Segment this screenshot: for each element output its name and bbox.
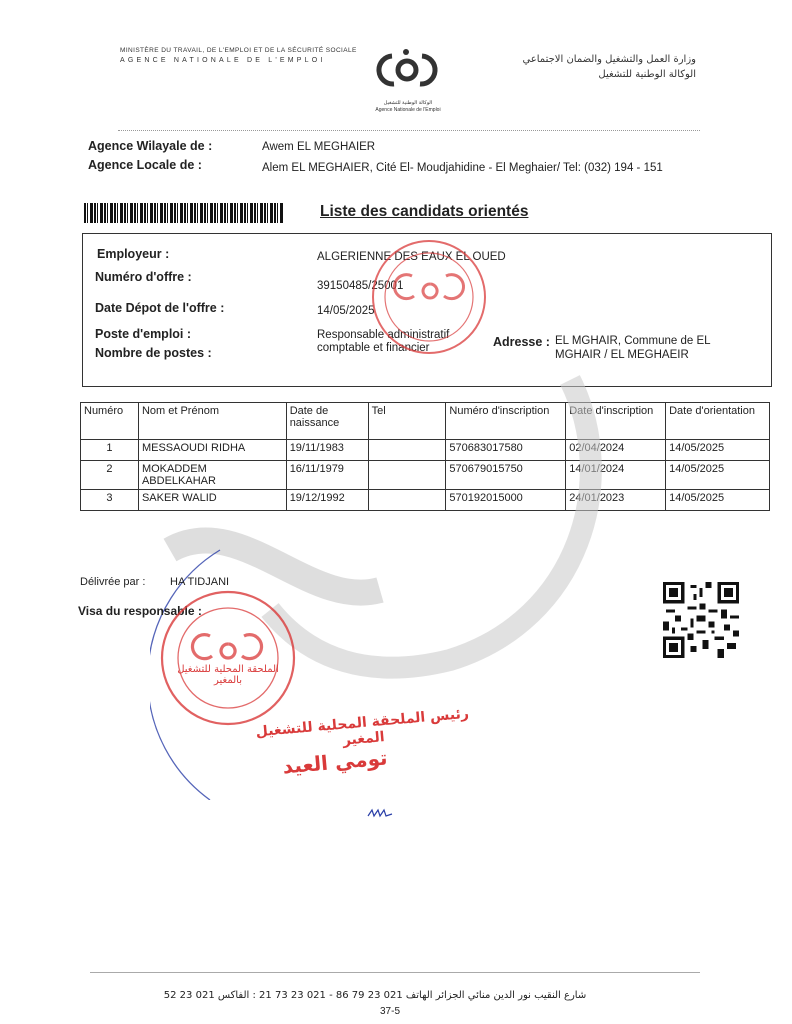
cell-number: 1 bbox=[81, 440, 139, 461]
positions-label: Nombre de postes : bbox=[95, 346, 212, 360]
cell-reg-date: 24/01/2023 bbox=[566, 490, 666, 511]
locale-value: Alem EL MEGHAIER, Cité El- Moudjahidine - El Meghaier/ Tel: (032) 194 - 151 bbox=[262, 162, 663, 174]
wilaya-label: Agence Wilayale de : bbox=[88, 139, 213, 153]
issued-by-value: HA TIDJANI bbox=[170, 576, 230, 588]
cell-birthdate: 16/11/1979 bbox=[286, 461, 368, 490]
cell-name: MOKADDEM ABDELKAHAR bbox=[138, 461, 286, 490]
footer-address: شارع النقيب نور الدين منائي الجزائر الهاتف 021 23 79 86 - 021 23 73 21 : الفاكس 021 23 52 bbox=[163, 990, 587, 1001]
col-header-name: Nom et Prénom bbox=[138, 403, 286, 440]
logo-caption-ar: الوكالة الوطنية للتشغيل bbox=[383, 100, 433, 106]
cell-birthdate: 19/11/1983 bbox=[286, 440, 368, 461]
ministry-name-fr: MINISTÈRE DU TRAVAIL, DE L'EMPLOI ET DE LA SÉCURITÉ SOCIALE bbox=[120, 47, 357, 54]
agency-stamp-top-icon bbox=[364, 232, 494, 362]
address-value bbox=[555, 334, 711, 362]
agency-stamp-bottom-icon bbox=[148, 586, 308, 736]
cell-birthdate: 19/12/1992 bbox=[286, 490, 368, 511]
signature-icon bbox=[366, 806, 396, 820]
stamp-name: تومي العيد bbox=[281, 745, 389, 779]
cell-number: 2 bbox=[81, 461, 139, 490]
stamp-ring-text: الملحقة المحلية للتشغيل بالمغير bbox=[177, 664, 279, 686]
logo-caption bbox=[356, 100, 460, 114]
wilaya-value: Awem EL MEGHAIER bbox=[262, 141, 376, 153]
header-divider bbox=[118, 130, 700, 131]
agency-name-fr: AGENCE NATIONALE DE L'EMPLOI bbox=[120, 57, 326, 64]
cell-reg-date: 14/01/2024 bbox=[566, 461, 666, 490]
agency-name-ar: الوكالة الوطنية للتشغيل bbox=[598, 69, 696, 80]
stamp-title: رئيس الملحقة المحلية للتشغيل المغير bbox=[255, 705, 470, 749]
footer-page-number: 37-5 bbox=[380, 1006, 401, 1017]
issued-by-label: Délivrée par : bbox=[80, 576, 146, 588]
cell-name: SAKER WALID bbox=[138, 490, 286, 511]
visa-label: Visa du responsable : bbox=[78, 604, 202, 618]
col-header-reg-number: Numéro d'inscription bbox=[446, 403, 566, 440]
cell-orient-date: 14/05/2025 bbox=[666, 490, 770, 511]
address-label: Adresse : bbox=[493, 335, 550, 349]
address-line2: MGHAIR / EL MEGHAEIR bbox=[555, 349, 689, 361]
offer-number-value: 39150485/25001 bbox=[317, 280, 404, 292]
locale-label: Agence Locale de : bbox=[88, 158, 202, 172]
cell-number: 3 bbox=[81, 490, 139, 511]
offer-date-label: Date Dépot de l'offre : bbox=[95, 301, 225, 315]
ministry-name-ar: وزارة العمل والتشغيل والضمان الاجتماعي bbox=[522, 54, 696, 65]
page-title: Liste des candidats orientés bbox=[320, 203, 529, 220]
post-label: Poste d'emploi : bbox=[95, 327, 192, 341]
post-value-line1: Responsable administratif bbox=[317, 329, 450, 341]
ministry-header-ar bbox=[522, 52, 696, 82]
col-header-number: Numéro bbox=[81, 403, 139, 440]
footer-divider bbox=[90, 972, 700, 973]
ministry-header-fr bbox=[120, 46, 357, 66]
cell-name: MESSAOUDI RIDHA bbox=[138, 440, 286, 461]
employer-value: ALGERIENNE DES EAUX EL OUED bbox=[317, 251, 506, 263]
cell-orient-date: 14/05/2025 bbox=[666, 440, 770, 461]
cell-orient-date: 14/05/2025 bbox=[666, 461, 770, 490]
col-header-tel: Tel bbox=[368, 403, 446, 440]
barcode-icon bbox=[84, 203, 284, 223]
qr-code-icon bbox=[663, 582, 739, 658]
cell-reg-number: 570679015750 bbox=[446, 461, 566, 490]
col-header-orient-date: Date d'orientation bbox=[666, 403, 770, 440]
offer-date-value: 14/05/2025 bbox=[317, 305, 375, 317]
cell-reg-number: 570683017580 bbox=[446, 440, 566, 461]
cell-reg-date: 02/04/2024 bbox=[566, 440, 666, 461]
post-value-line2: comptable et financier bbox=[317, 342, 430, 354]
address-line1: EL MGHAIR, Commune de EL bbox=[555, 335, 711, 347]
col-header-birthdate: Date de naissance bbox=[286, 403, 368, 440]
col-header-reg-date: Date d'inscription bbox=[566, 403, 666, 440]
offer-number-label: Numéro d'offre : bbox=[95, 270, 192, 284]
logo-caption-fr: Agence Nationale de l'Emploi bbox=[375, 107, 441, 113]
employer-label: Employeur : bbox=[97, 247, 170, 261]
cell-reg-number: 570192015000 bbox=[446, 490, 566, 511]
